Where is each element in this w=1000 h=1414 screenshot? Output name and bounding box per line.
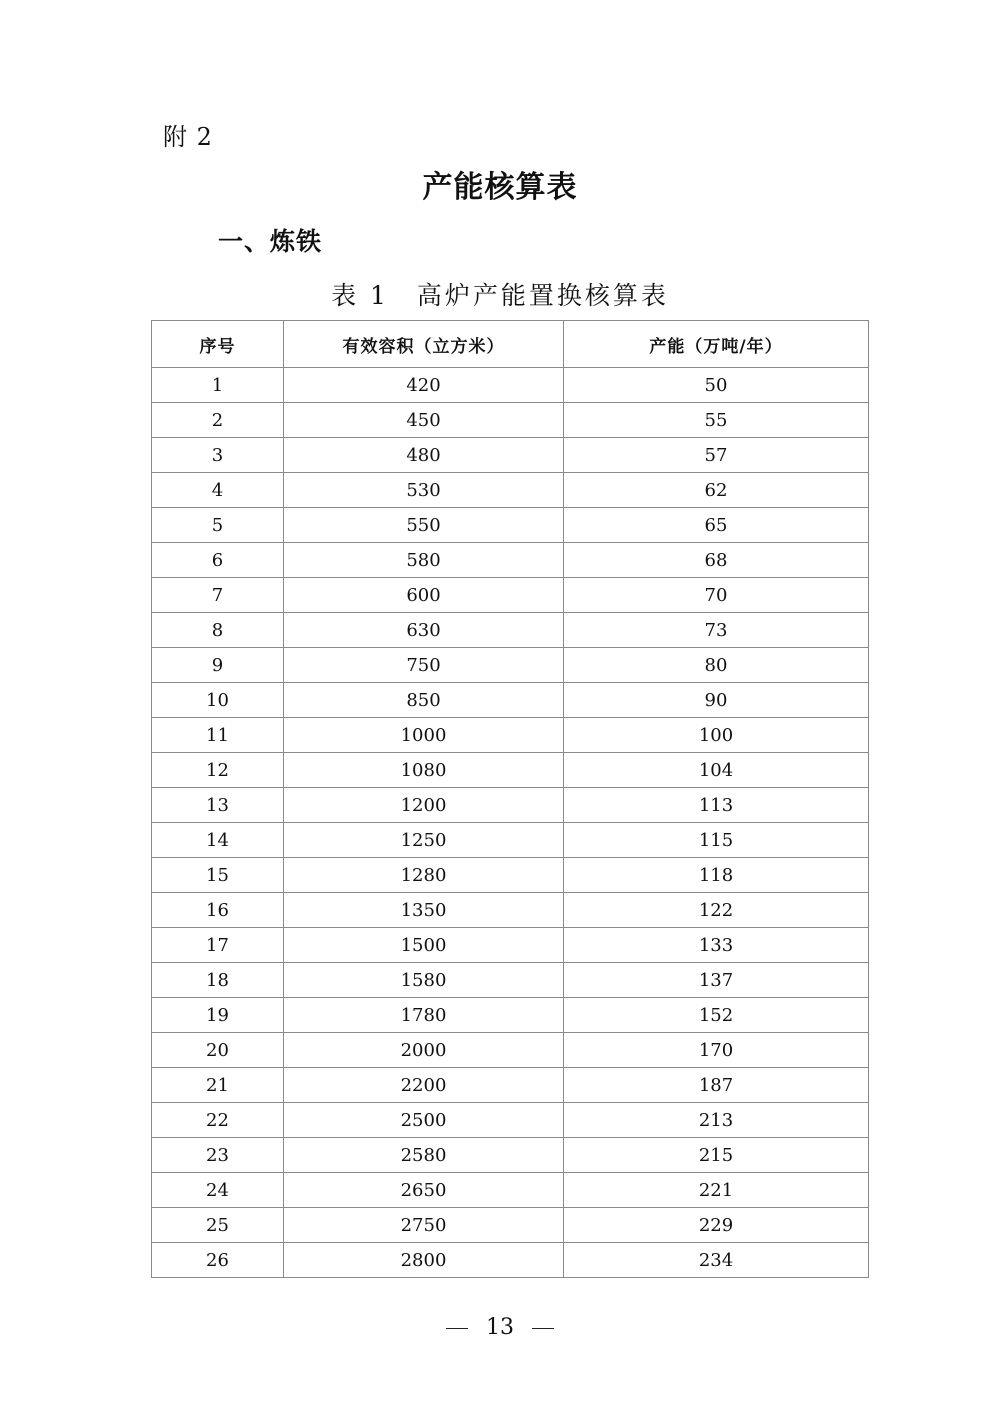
cell-capacity: 73 <box>564 613 869 648</box>
table-body <box>152 368 869 1278</box>
cell-volume: 2650 <box>284 1173 564 1208</box>
table-row <box>152 403 869 438</box>
cell-volume: 1580 <box>284 963 564 998</box>
cell-capacity: 113 <box>564 788 869 823</box>
table-row <box>152 718 869 753</box>
document-title: 产能核算表 <box>422 170 578 205</box>
cell-capacity: 68 <box>564 543 869 578</box>
table-row <box>152 893 869 928</box>
table-row <box>152 613 869 648</box>
cell-capacity: 57 <box>564 438 869 473</box>
cell-capacity: 100 <box>564 718 869 753</box>
footer-dash-right <box>532 1328 554 1329</box>
cell-capacity: 65 <box>564 508 869 543</box>
table-row <box>152 368 869 403</box>
cell-capacity: 170 <box>564 1033 869 1068</box>
cell-index: 9 <box>152 648 284 683</box>
cell-volume: 1280 <box>284 858 564 893</box>
cell-volume: 1500 <box>284 928 564 963</box>
cell-capacity: 137 <box>564 963 869 998</box>
cell-index: 18 <box>152 963 284 998</box>
page-footer <box>0 1313 1000 1343</box>
table-row <box>152 543 869 578</box>
cell-capacity: 229 <box>564 1208 869 1243</box>
table-header-row <box>152 321 869 368</box>
cell-index: 26 <box>152 1243 284 1278</box>
table-row <box>152 1208 869 1243</box>
table-row <box>152 1138 869 1173</box>
table-row <box>152 788 869 823</box>
cell-volume: 2580 <box>284 1138 564 1173</box>
cell-index: 13 <box>152 788 284 823</box>
table-row <box>152 473 869 508</box>
table-row <box>152 1103 869 1138</box>
cell-volume: 850 <box>284 683 564 718</box>
cell-index: 4 <box>152 473 284 508</box>
table-row <box>152 963 869 998</box>
cell-capacity: 215 <box>564 1138 869 1173</box>
cell-index: 10 <box>152 683 284 718</box>
table-row <box>152 508 869 543</box>
attachment-label: 附 2 <box>163 123 213 151</box>
cell-capacity: 234 <box>564 1243 869 1278</box>
table-row <box>152 1243 869 1278</box>
cell-capacity: 221 <box>564 1173 869 1208</box>
section-heading: 一、炼铁 <box>218 227 323 256</box>
cell-volume: 530 <box>284 473 564 508</box>
cell-capacity: 62 <box>564 473 869 508</box>
cell-index: 7 <box>152 578 284 613</box>
cell-volume: 630 <box>284 613 564 648</box>
cell-volume: 750 <box>284 648 564 683</box>
header-capacity: 产能（万吨/年） <box>564 321 869 368</box>
table-row <box>152 998 869 1033</box>
table-row <box>152 858 869 893</box>
cell-volume: 420 <box>284 368 564 403</box>
cell-index: 8 <box>152 613 284 648</box>
cell-index: 15 <box>152 858 284 893</box>
table-row <box>152 1033 869 1068</box>
footer-dash-left <box>446 1328 468 1329</box>
cell-volume: 1080 <box>284 753 564 788</box>
table-row <box>152 438 869 473</box>
table-row <box>152 1173 869 1208</box>
page-number: 13 <box>486 1315 514 1340</box>
cell-volume: 2200 <box>284 1068 564 1103</box>
cell-capacity: 213 <box>564 1103 869 1138</box>
cell-volume: 450 <box>284 403 564 438</box>
cell-index: 20 <box>152 1033 284 1068</box>
table-row <box>152 578 869 613</box>
cell-index: 25 <box>152 1208 284 1243</box>
cell-capacity: 122 <box>564 893 869 928</box>
cell-capacity: 90 <box>564 683 869 718</box>
cell-index: 2 <box>152 403 284 438</box>
cell-index: 19 <box>152 998 284 1033</box>
cell-capacity: 152 <box>564 998 869 1033</box>
cell-index: 23 <box>152 1138 284 1173</box>
cell-index: 17 <box>152 928 284 963</box>
cell-volume: 600 <box>284 578 564 613</box>
capacity-table <box>151 320 869 1278</box>
cell-volume: 1250 <box>284 823 564 858</box>
cell-volume: 2000 <box>284 1033 564 1068</box>
cell-index: 11 <box>152 718 284 753</box>
table-row <box>152 648 869 683</box>
cell-volume: 1780 <box>284 998 564 1033</box>
table-row <box>152 1068 869 1103</box>
header-volume: 有效容积（立方米） <box>284 321 564 368</box>
cell-capacity: 55 <box>564 403 869 438</box>
cell-index: 6 <box>152 543 284 578</box>
cell-capacity: 50 <box>564 368 869 403</box>
cell-index: 1 <box>152 368 284 403</box>
cell-capacity: 70 <box>564 578 869 613</box>
cell-volume: 550 <box>284 508 564 543</box>
cell-volume: 2800 <box>284 1243 564 1278</box>
cell-capacity: 104 <box>564 753 869 788</box>
header-index: 序号 <box>152 321 284 368</box>
cell-volume: 2750 <box>284 1208 564 1243</box>
cell-capacity: 187 <box>564 1068 869 1103</box>
table-row <box>152 823 869 858</box>
table-row <box>152 683 869 718</box>
cell-index: 3 <box>152 438 284 473</box>
cell-volume: 2500 <box>284 1103 564 1138</box>
cell-volume: 1000 <box>284 718 564 753</box>
cell-index: 21 <box>152 1068 284 1103</box>
cell-volume: 480 <box>284 438 564 473</box>
cell-index: 16 <box>152 893 284 928</box>
cell-index: 22 <box>152 1103 284 1138</box>
cell-volume: 1350 <box>284 893 564 928</box>
cell-index: 14 <box>152 823 284 858</box>
cell-index: 24 <box>152 1173 284 1208</box>
cell-capacity: 118 <box>564 858 869 893</box>
cell-capacity: 115 <box>564 823 869 858</box>
table-row <box>152 753 869 788</box>
cell-volume: 1200 <box>284 788 564 823</box>
cell-capacity: 133 <box>564 928 869 963</box>
table-caption: 表 1 高炉产能置换核算表 <box>331 281 669 310</box>
cell-index: 5 <box>152 508 284 543</box>
table-row <box>152 928 869 963</box>
cell-volume: 580 <box>284 543 564 578</box>
cell-index: 12 <box>152 753 284 788</box>
cell-capacity: 80 <box>564 648 869 683</box>
